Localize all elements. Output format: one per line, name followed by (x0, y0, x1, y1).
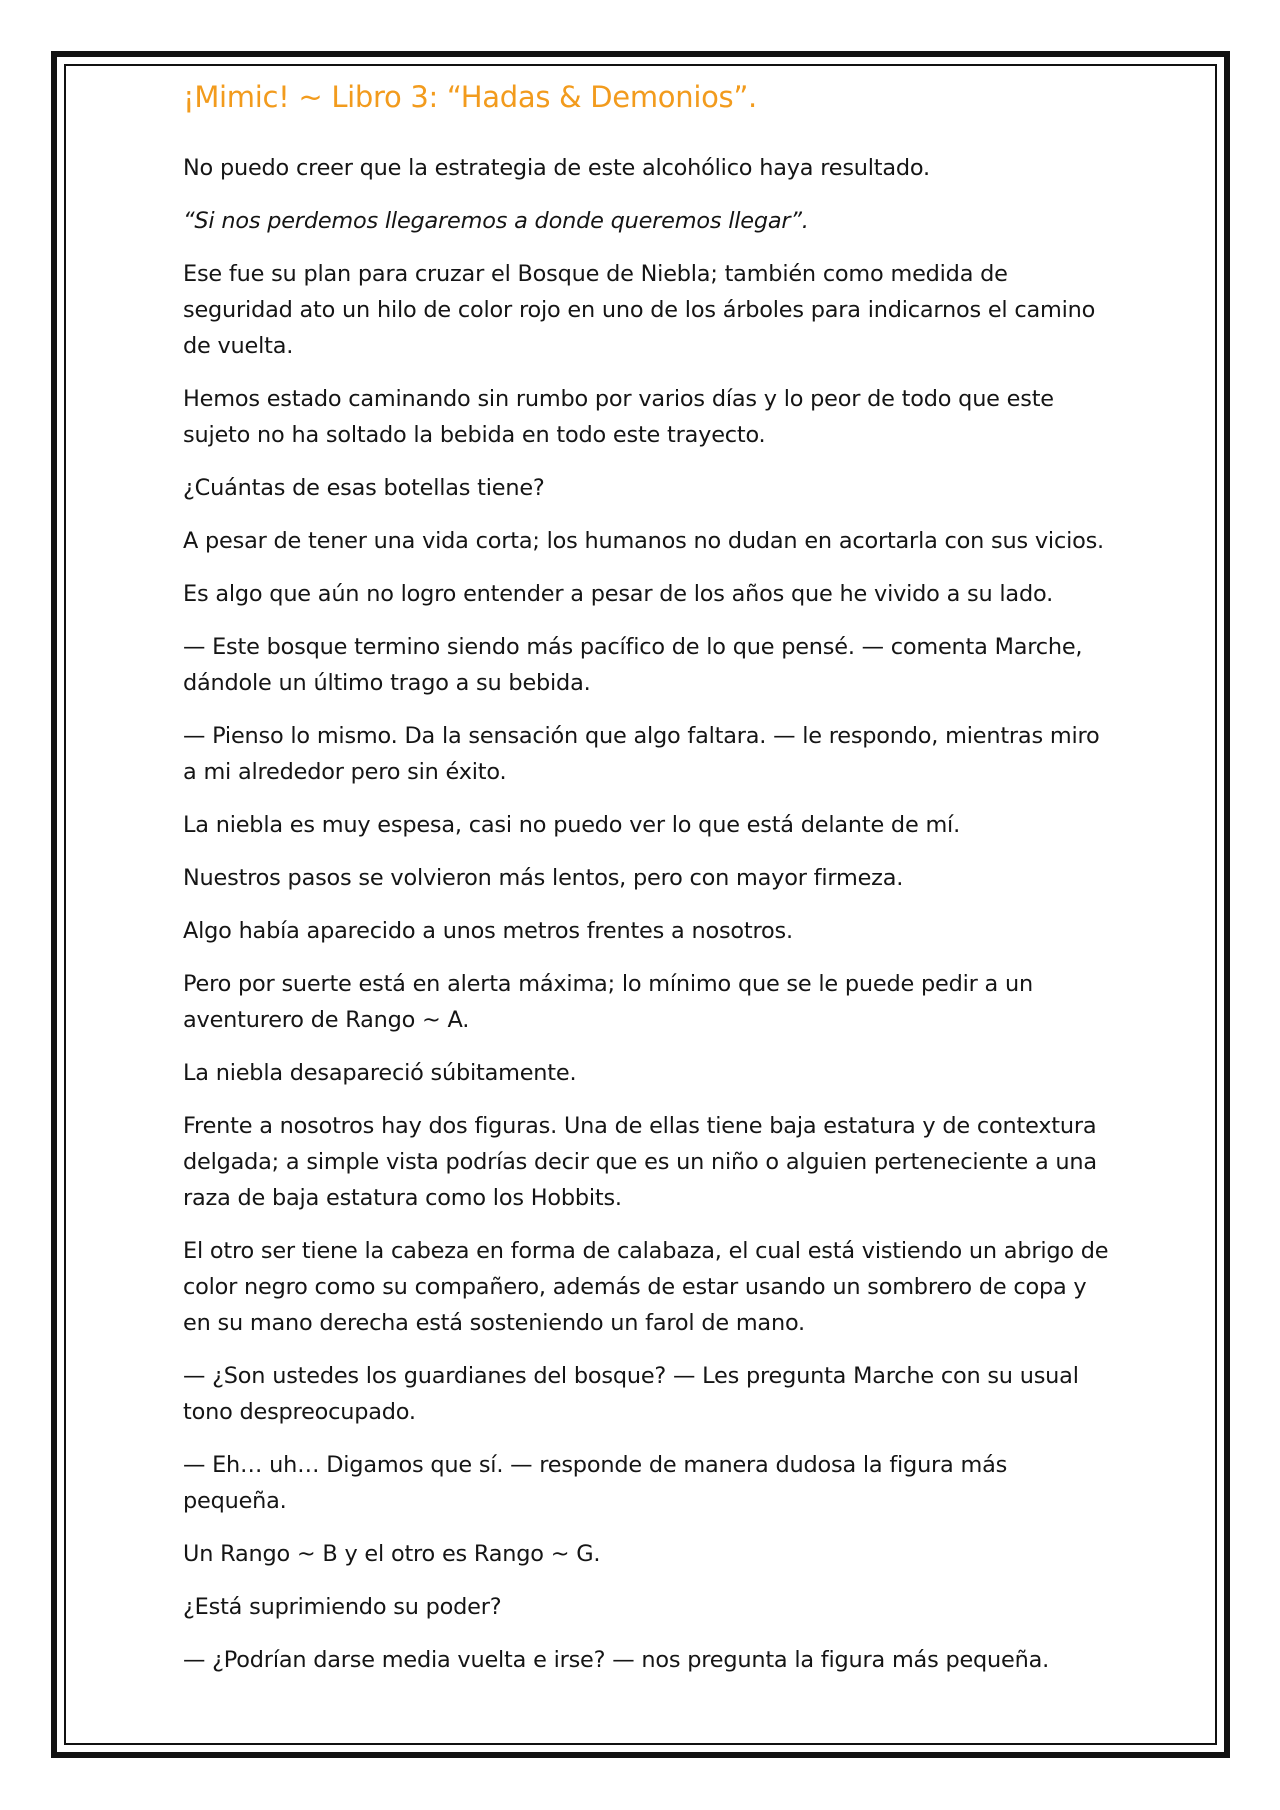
paragraph: Algo había aparecido a unos metros frentes a nosotros. (183, 918, 793, 944)
document-title-text: ¡Mimic! ~ Libro 3: “Hadas & Demonios”. (183, 80, 757, 114)
paragraph: Pero por suerte está en alerta máxima; lo mínimo que se le puede pedir a un aventurero de Rango ~ A. (183, 971, 1033, 1033)
paragraph: — ¿Podrían darse media vuelta e irse? — nos pregunta la figura más pequeña. (183, 1647, 1050, 1673)
paragraph: ¿Está suprimiendo su poder? (183, 1594, 502, 1620)
paragraph: — Eh… uh… Digamos que sí. — responde de manera dudosa la figura más pequeña. (183, 1452, 1008, 1514)
paragraph: A pesar de tener una vida corta; los humanos no dudan en acortarla con sus vicios. (183, 528, 1104, 554)
paragraph: La niebla es muy espesa, casi no puedo ver lo que está delante de mí. (183, 812, 960, 838)
paragraph: No puedo creer que la estrategia de este alcohólico haya resultado. (183, 155, 930, 181)
paragraph: Ese fue su plan para cruzar el Bosque de Niebla; también como medida de seguridad ato un hilo de color rojo en uno de los árboles para indicarnos el camino de vuelta. (183, 261, 1096, 359)
paragraph: Es algo que aún no logro entender a pesar de los años que he vivido a su lado. (183, 581, 1053, 607)
paragraph: Nuestros pasos se volvieron más lentos, pero con mayor firmeza. (183, 865, 904, 891)
paragraph: Un Rango ~ B y el otro es Rango ~ G. (183, 1541, 601, 1567)
paragraph: La niebla desapareció súbitamente. (183, 1060, 577, 1086)
paragraph: Frente a nosotros hay dos figuras. Una de ellas tiene baja estatura y de contextura delgada; a simple vista podrías decir que es un niño o alguien perteneciente a una raza de baja estatura como los Hobbits. (183, 1113, 1097, 1211)
paragraph-quote: “Si nos perdemos llegaremos a donde queremos llegar”. (183, 208, 809, 234)
page-content (183, 72, 1113, 1695)
paragraph: ¿Cuántas de esas botellas tiene? (183, 475, 545, 501)
paragraph: Hemos estado caminando sin rumbo por varios días y lo peor de todo que este sujeto no ha soltado la bebida en todo este trayecto. (183, 386, 1054, 448)
paragraph: — Este bosque termino siendo más pacífico de lo que pensé. — comenta Marche, dándole un último trago a su bebida. (183, 634, 1083, 696)
paragraph: — Pienso lo mismo. Da la sensación que algo faltara. — le respondo, mientras miro a mi alrededor pero sin éxito. (183, 723, 1100, 785)
document-title (183, 72, 1113, 122)
paragraph: El otro ser tiene la cabeza en forma de calabaza, el cual está vistiendo un abrigo de color negro como su compañero, además de estar usando un sombrero de copa y en su mano derecha está sosteniendo un farol de mano. (183, 1238, 1109, 1336)
paragraph: — ¿Son ustedes los guardianes del bosque? — Les pregunta Marche con su usual tono despreocupado. (183, 1363, 1079, 1425)
